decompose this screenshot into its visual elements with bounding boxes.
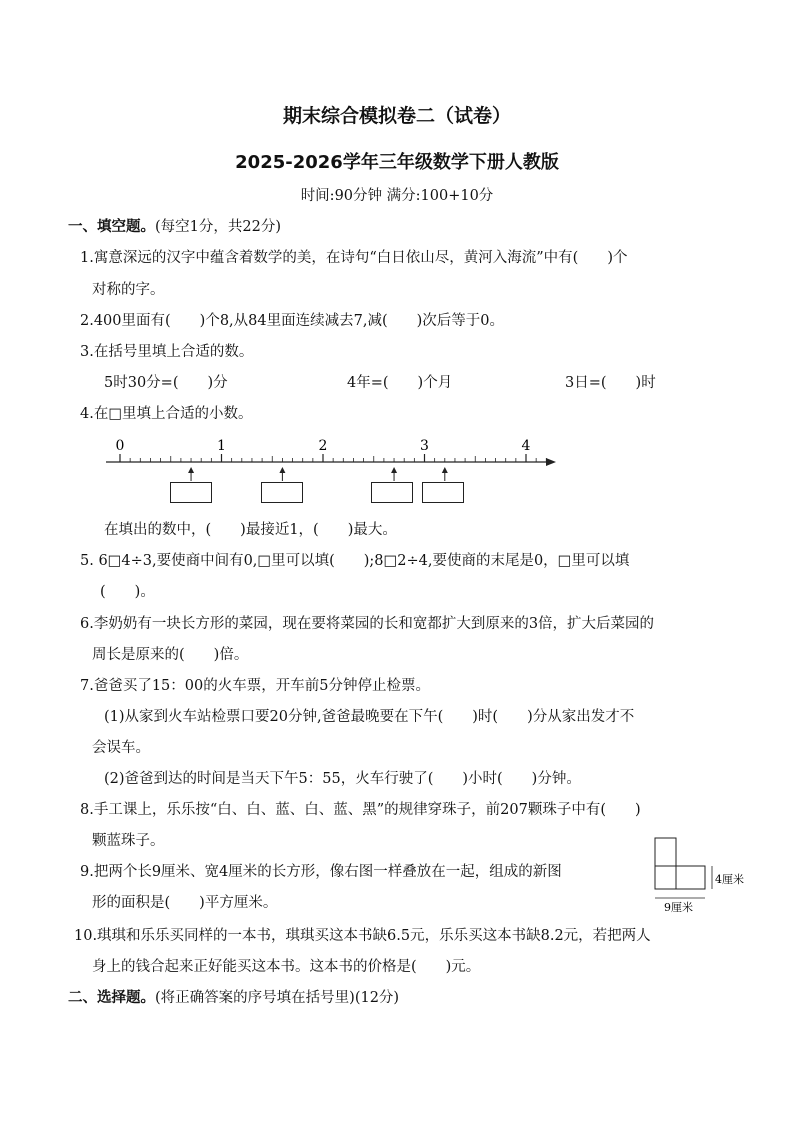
question-7-part2: (2)爸爸到达的时间是当天下午5：55，火车行驶了( )小时( )分钟。 bbox=[104, 771, 581, 787]
number-line-pointer-head bbox=[391, 467, 397, 473]
page-subtitle: 2025-2026学年三年级数学下册人教版 bbox=[235, 152, 559, 173]
section1-heading: 一、填空题。 bbox=[68, 219, 155, 235]
question-1-line2: 对称的字。 bbox=[92, 282, 165, 298]
number-line-pointer-head bbox=[279, 467, 285, 473]
number-line-label: 0 bbox=[115, 438, 125, 454]
answer-box-4[interactable] bbox=[422, 482, 464, 503]
section1-title bbox=[68, 218, 281, 236]
question-10-line2: 身上的钱合起来正好能买这本书。这本书的价格是( )元。 bbox=[92, 959, 481, 975]
question-3: 3.在括号里填上合适的数。 bbox=[80, 344, 254, 360]
number-line-label: 3 bbox=[420, 438, 429, 454]
question-1-line1: 1.寓意深远的汉字中蕴含着数学的美，在诗句“白日依山尽，黄河入海流”中有( )个 bbox=[80, 250, 628, 266]
question-7-part1-line2: 会误车。 bbox=[92, 740, 150, 756]
width-label: 9厘米 bbox=[664, 901, 693, 914]
question-6-line1: 6.李奶奶有一块长方形的菜园，现在要将菜园的长和宽都扩大到原来的3倍，扩大后菜园的 bbox=[80, 616, 655, 632]
vertical-rectangle bbox=[655, 838, 676, 889]
answer-box-1[interactable] bbox=[170, 482, 212, 503]
section2-note: (将正确答案的序号填在括号里)(12分) bbox=[155, 990, 400, 1006]
number-line-label: 1 bbox=[217, 438, 226, 454]
section2-title bbox=[68, 989, 399, 1007]
question-10-line1: 10.琪琪和乐乐买同样的一本书，琪琪买这本书缺6.5元，乐乐买这本书缺8.2元，若把两人 bbox=[74, 928, 651, 944]
question-4: 4.在□里填上合适的小数。 bbox=[80, 406, 253, 422]
answer-box-3[interactable] bbox=[371, 482, 413, 503]
question-8-line1: 8.手工课上，乐乐按“白、白、蓝、白、蓝、黑”的规律穿珠子，前207颗珠子中有( ) bbox=[80, 802, 641, 818]
question-2: 2.400里面有( )个8,从84里面连续减去7,减( )次后等于0。 bbox=[80, 313, 504, 329]
question-3-part-b: 4年=( )个月 bbox=[347, 375, 453, 391]
number-line bbox=[0, 432, 794, 522]
number-line-label: 2 bbox=[318, 438, 328, 454]
number-line-arrowhead bbox=[546, 458, 556, 466]
question-4-followup: 在填出的数中，( )最接近1，( )最大。 bbox=[104, 522, 397, 538]
number-line-pointer-head bbox=[188, 467, 194, 473]
number-line-label: 4 bbox=[521, 438, 531, 454]
question-5-line2: ( )。 bbox=[100, 584, 155, 600]
page-title: 期末综合模拟卷二（试卷） bbox=[282, 105, 511, 127]
height-label: 4厘米 bbox=[715, 873, 744, 886]
section2-heading: 二、选择题。 bbox=[68, 990, 155, 1006]
question-7: 7.爸爸买了15：00的火车票，开车前5分钟停止检票。 bbox=[80, 678, 430, 694]
number-line-pointer-head bbox=[442, 467, 448, 473]
section1-note: (每空1分，共22分) bbox=[155, 219, 281, 235]
question-6-line2: 周长是原来的( )倍。 bbox=[92, 647, 249, 663]
question-9-line2: 形的面积是( )平方厘米。 bbox=[92, 895, 278, 911]
question-3-part-a: 5时30分=( )分 bbox=[104, 375, 228, 391]
time-info: 时间:90分钟 满分:100+10分 bbox=[300, 188, 494, 204]
question-8-line2: 颗蓝珠子。 bbox=[92, 833, 165, 849]
horizontal-rectangle bbox=[655, 866, 705, 889]
question-5-line1: 5. 6□4÷3,要使商中间有0,□里可以填( );8□2÷4,要使商的末尾是0，□里可以填 bbox=[80, 553, 630, 569]
overlap-rectangles-figure bbox=[650, 836, 760, 916]
question-3-part-c: 3日=( )时 bbox=[565, 375, 656, 391]
question-9-line1: 9.把两个长9厘米、宽4厘米的长方形，像右图一样叠放在一起，组成的新图 bbox=[80, 864, 562, 880]
question-7-part1-line1: (1)从家到火车站检票口要20分钟,爸爸最晚要在下午( )时( )分从家出发才不 bbox=[104, 709, 635, 725]
answer-box-2[interactable] bbox=[261, 482, 303, 503]
